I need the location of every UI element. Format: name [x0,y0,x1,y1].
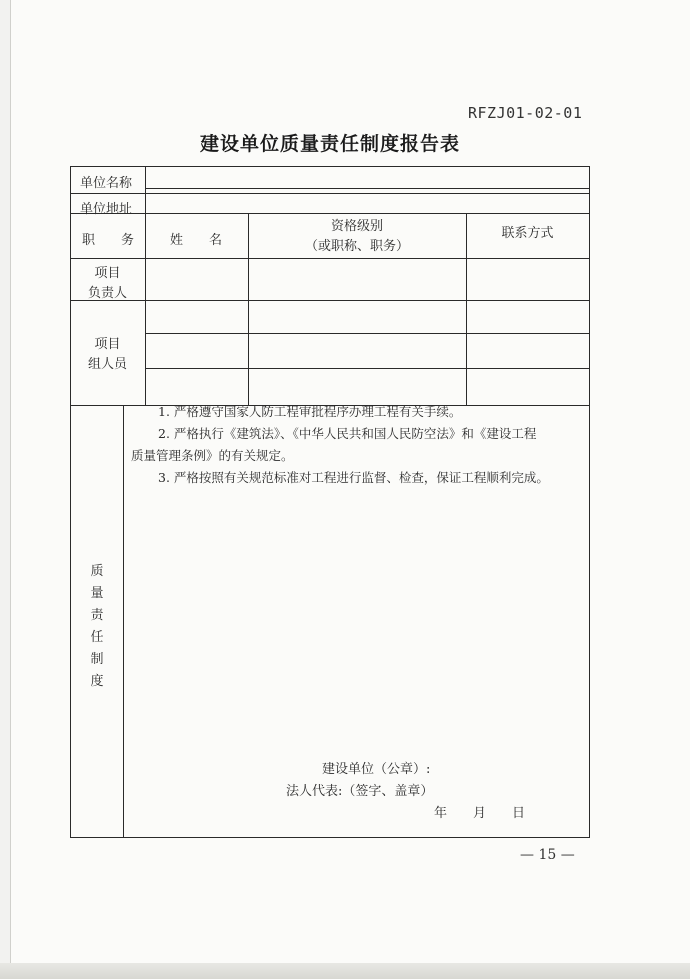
project-staff-label-1: 项目 [94,337,121,352]
quality-char-6: 度 [90,674,104,689]
form-code: RFZJ01-02-01 [468,104,583,122]
clause-2: 2. 严格执行《建筑法》、《中华人民共和国人民防空法》和《建设工程 [158,426,537,441]
project-lead-label-1: 项目 [94,266,121,281]
unit-address-label: 单位地址 [80,202,133,217]
scan-edge [0,963,690,979]
clause-1: 1. 严格遵守国家人防工程审批程序办理工程有关手续。 [158,404,462,419]
clause-2-cont: 质量管理条例》的有关规定。 [131,448,294,463]
quality-char-5: 制 [90,652,104,667]
position-label: 职 务 [82,233,135,248]
unit-seal-line: 建设单位（公章）: [322,762,431,777]
clause-3: 3. 严格按照有关规范标准对工程进行监督、检查，保证工程顺利完成。 [158,470,549,485]
qualification-label: 资格级别 [330,219,383,234]
name-label: 姓 名 [170,233,223,248]
quality-char-1: 质 [90,564,104,579]
unit-name-label: 单位名称 [80,176,133,191]
qualification-sub-label: （或职称、职务） [304,239,409,254]
legal-rep-line: 法人代表:（签字、盖章） [286,784,434,799]
page-number: — 15 — [520,847,575,863]
quality-char-4: 任 [90,630,104,645]
contact-label: 联系方式 [501,226,554,241]
page-title: 建设单位质量责任制度报告表 [199,133,460,155]
quality-char-3: 责 [90,608,104,623]
date-line: 年 月 日 [434,806,526,821]
quality-char-2: 量 [90,586,104,601]
project-staff-label-2: 组人员 [87,357,127,372]
project-lead-label-2: 负责人 [87,286,127,301]
